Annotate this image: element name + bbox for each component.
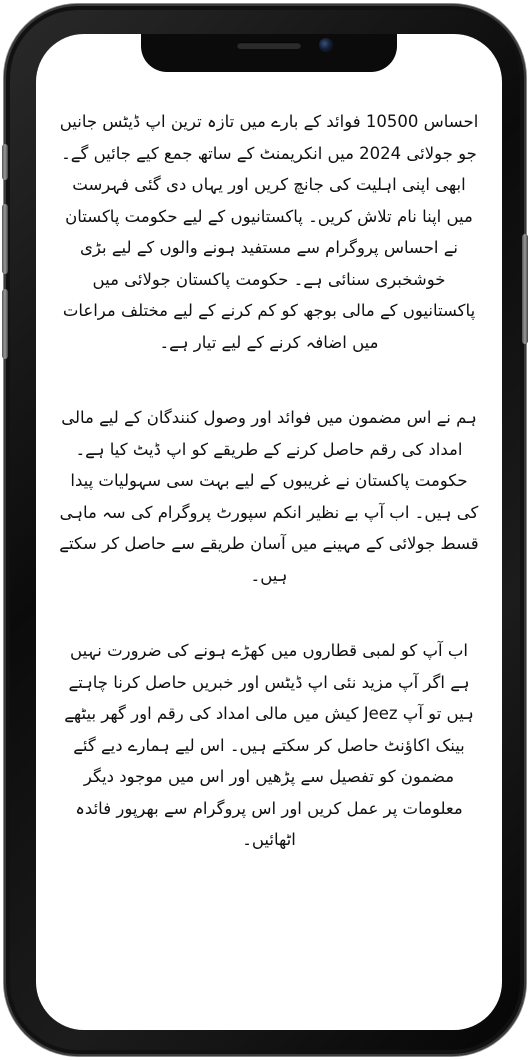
speaker-icon [237, 42, 301, 49]
article-paragraph-1: احساس 10500 فوائد کے بارے میں تازہ ترین اپ ڈیٹس جانیں جو جولائی 2024 میں انکریمنٹ کے ساتھ جمع کیے جائیں گے۔ ابھی اپنی اہلیت کی جانچ کریں اور یہاں دی گئی فہرست میں اپنا نام تلاش کریں۔ پاکستانیوں کے لیے حکومت پاکستان نے احساس پروگرام سے مستفید ہونے والوں کے لیے بڑی خوشخبری سنائی ہے۔ حکومت پاکستان جولائی میں پاکستانیوں کے مالی بوجھ کو کم کرنے کے لیے مختلف مراعات میں اضافہ کرنے کے لیے تیار ہے۔ [59, 112, 479, 352]
volume-down-button[interactable] [2, 289, 8, 359]
camera-icon [319, 38, 333, 52]
notch [141, 34, 397, 72]
power-button[interactable] [522, 234, 528, 344]
article-paragraph-3: اب آپ کو لمبی قطاروں میں کھڑے ہونے کی ضرورت نہیں ہے اگر آپ مزید نئی اپ ڈیٹس اور خبریں حاصل کرنا چاہتے ہیں تو آپ Jeez کیش میں مالی امداد کی رقم اور گھر بیٹھے بینک اکاؤنٹ حاصل کر سکتے ہیں۔ اس لیے ہمارے دیے گئے مضمون کو تفصیل سے پڑھیں اور اس میں موجود دیگر معلومات پر عمل کریں اور اس پروگرام سے بھرپور فائدہ اٹھائیں۔ [64, 641, 474, 849]
phone-frame [4, 4, 526, 1056]
article-paragraph-2: ہم نے اس مضمون میں فوائد اور وصول کنندگان کے لیے مالی امداد کی رقم حاصل کرنے کے طریقے کو اپ ڈیٹ کیا ہے۔ حکومت پاکستان نے غریبوں کے لیے بہت سی سہولیات پیدا کی ہیں۔ اب آپ بے نظیر انکم سپورٹ پروگرام کی سہ ماہی قسط جولائی کے مہینے میں آسان طریقے سے حاصل کر سکتے ہیں۔ [59, 408, 479, 585]
phone-screen [36, 34, 502, 1030]
article-body [58, 106, 480, 900]
volume-up-button[interactable] [2, 204, 8, 274]
mute-switch[interactable] [2, 144, 8, 180]
